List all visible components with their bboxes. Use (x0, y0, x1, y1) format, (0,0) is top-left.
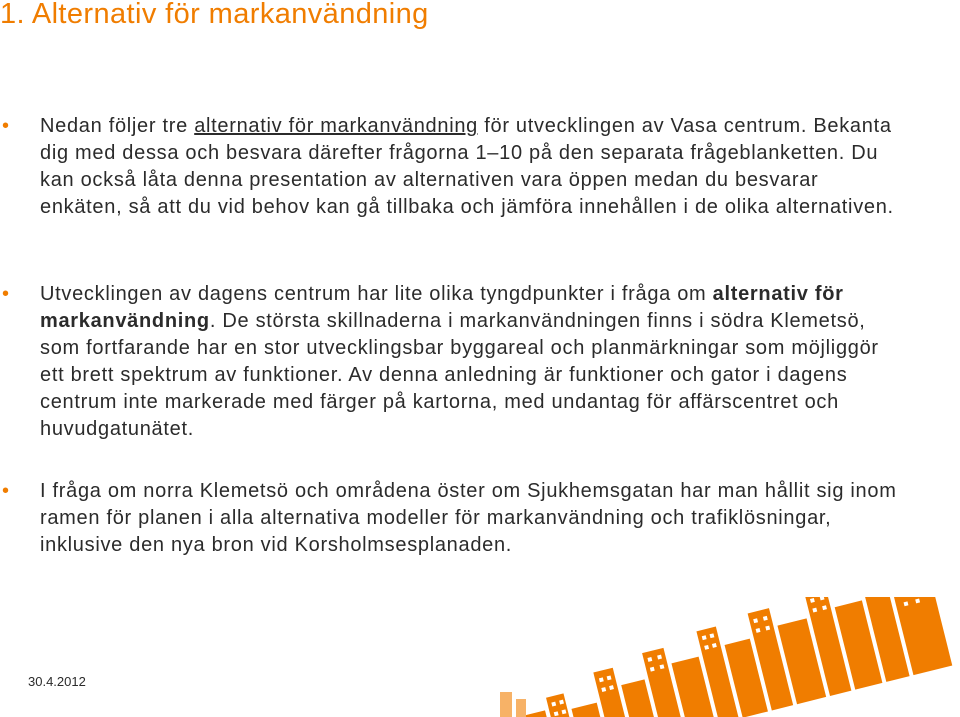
bullet-text-part: Utvecklingen av dagens centrum har lite olika tyngdpunkter i fråga om (40, 283, 713, 305)
bullet-dot-icon: • (2, 480, 10, 502)
bullet-text: I fråga om norra Klemetsö och områdena öster om Sjukhemsgatan har man hållit sig inom ramen för planen i alla alternativa modeller för markanvändning och trafiklösningar, inklusive den nya bron vid Korsholmsesplanaden. (40, 480, 897, 556)
bullet-text (40, 281, 900, 443)
bullet-text-part: Nedan följer tre (40, 115, 195, 137)
bullet-dot-icon: • (2, 115, 10, 137)
bullet-text-part: . De största skillnaderna i markanvändningen finns i södra Klemetsö, som fortfarande har en stor utvecklingsbar byggareal och planmärkningar som möjliggör ett brett spektrum av funktioner. Av denna anledning är funktioner och gator i dagens centrum inte markerade med färger på kartorna, med undantag för affärscentret och huvudgatunätet. (40, 310, 879, 440)
page-title: 1. Alternativ för markanvändning (0, 0, 429, 30)
bullet-dot-icon: • (2, 283, 10, 305)
footer-date: 30.4.2012 (28, 674, 86, 689)
bullet-text (40, 113, 900, 221)
bold-term: alternativ för markanvändning (40, 283, 844, 332)
bullet-text-part: för utvecklingen av Vasa centrum. Bekanta dig med dessa och besvara därefter frågorna 1–10 på den separata frågeblanketten. Du kan också låta denna presentation av alternativen vara öppen medan du besvarar enkäten, så att du vid behov kan gå tillbaka och jämföra innehållen i de olika alternativen. (40, 115, 894, 218)
underlined-term: alternativ för markanvändning (194, 115, 478, 137)
city-skyline-illustration (490, 597, 960, 717)
